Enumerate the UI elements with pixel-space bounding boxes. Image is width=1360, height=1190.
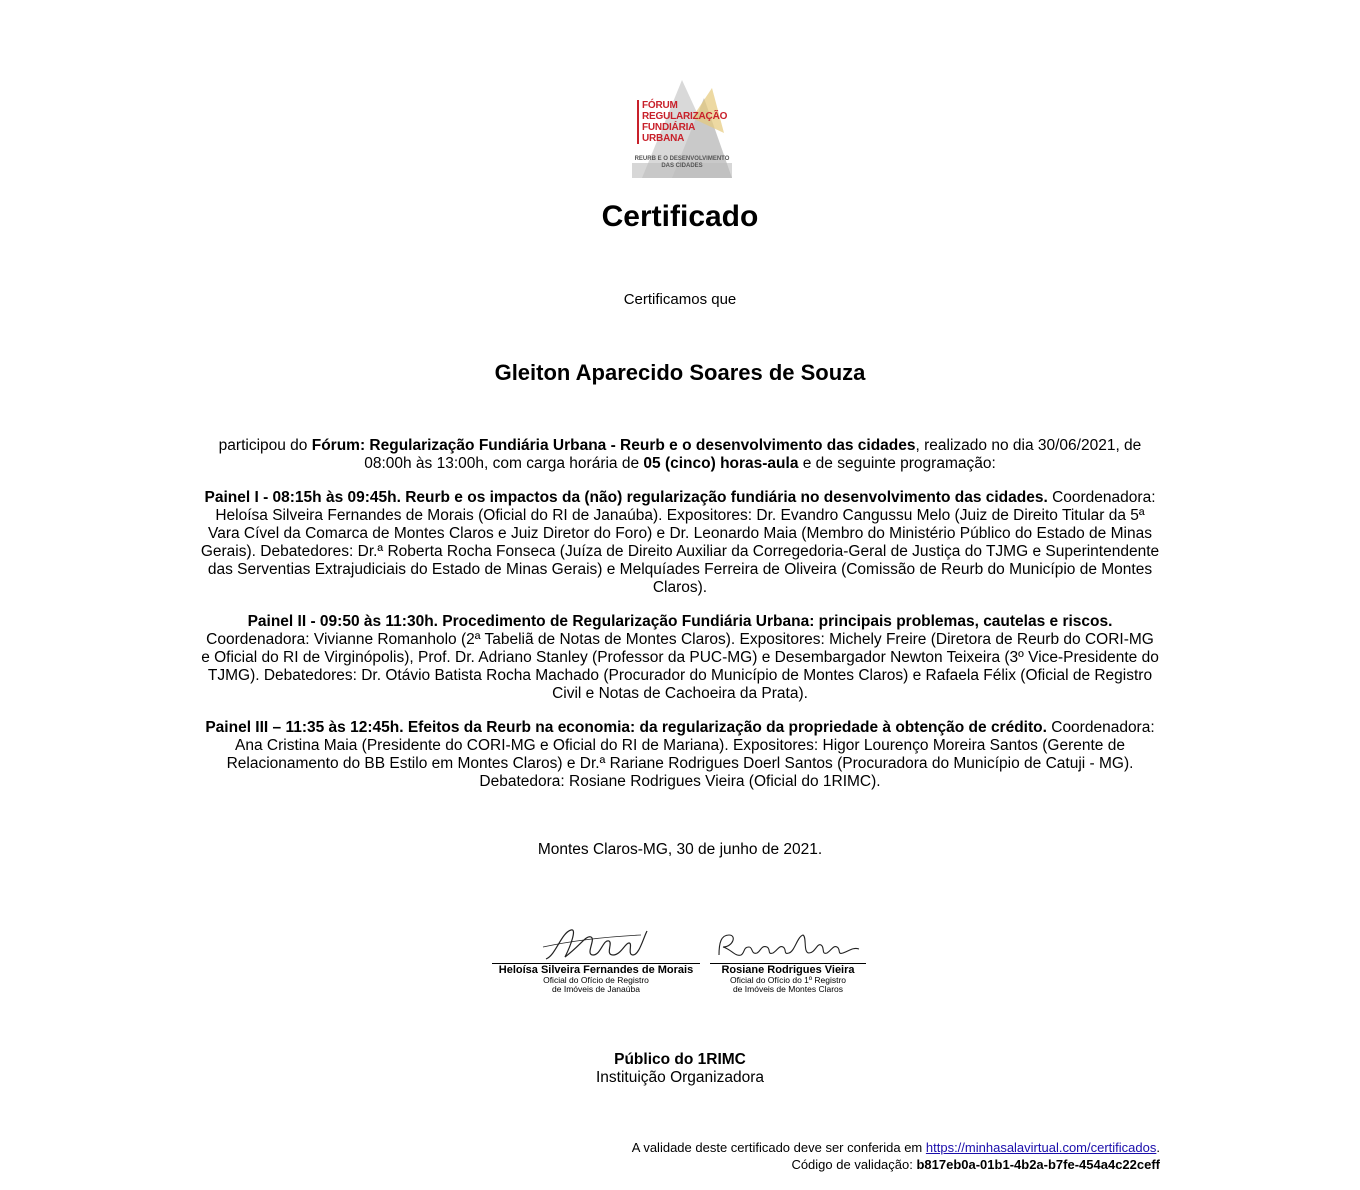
place-date: Montes Claros-MG, 30 de junho de 2021. (537, 841, 823, 858)
panel-heading: Painel I - 08:15h às 09:45h. Reurb e os impactos da (não) regularização fundiária no desenvolvimento das cidades. (204, 489, 1048, 506)
signer-role: de Imóveis de Montes Claros (732, 984, 844, 994)
logo-line: URBANA (642, 133, 685, 144)
workload: 05 (cinco) horas-aula (643, 455, 799, 472)
panel-paragraph (200, 489, 1160, 597)
validation-code: b817eb0a-01b1-4b2a-b7fe-454a4c22ceff (916, 1157, 1160, 1172)
panel-paragraph (200, 719, 1160, 791)
signer-role: Oficial do Ofício do 1º Registro (729, 975, 847, 985)
handwritten-signature-icon (541, 925, 651, 963)
validation-code-line: Código de validação: b817eb0a-01b1-4b2a-b7fe-454a4c22ceff (791, 1157, 1160, 1172)
forum-logo (632, 78, 732, 178)
intro-text: Certificamos que (623, 291, 737, 308)
panel-heading: Painel III – 11:35 às 12:45h. Efeitos da Reurb na economia: da regularização da propriedade à obtenção de crédito. (205, 719, 1047, 736)
certificate-title: Certificado (601, 200, 759, 233)
signature-block (492, 925, 700, 994)
certificates-link[interactable]: https://minhasalavirtual.com/certificados (925, 1140, 1157, 1155)
event-name: Fórum: Regularização Fundiária Urbana - Reurb e o desenvolvimento das cidades (311, 437, 916, 454)
panel-body: Coordenadora: Vivianne Romanholo (2ª Tabeliã de Notas de Montes Claros). Expositores: Michely Freire (Diretora de Reurb do CORI-MG e Oficial do RI de Virginópolis), Prof. Dr. Adriano Stanley (Professor da PUC-MG) e Desembargador Newton Teixeira (3º Vice-Presidente do TJMG). Debatedores: Dr. Otávio Batista Rocha Machado (Procurador do Município de Montes Claros) e Rafaela Félix (Oficial de Registro Civil e Notas de Cachoeira da Prata). (201, 631, 1159, 702)
handwritten-signature-icon (713, 925, 863, 963)
logo-line: REGULARIZAÇÃO (642, 111, 728, 122)
recipient-name: Gleiton Aparecido Soares de Souza (494, 360, 866, 385)
panel-heading: Painel II - 09:50 às 11:30h. Procedimento de Regularização Fundiária Urbana: principais problemas, cautelas e riscos. (247, 613, 1113, 630)
signer-name: Rosiane Rodrigues Vieira (721, 964, 855, 976)
logo-line: FÓRUM (642, 100, 678, 111)
panel-body: Coordenadora: Heloísa Silveira Fernandes de Morais (Oficial do RI de Janaúba). Expositores: Dr. Evandro Cangussu Melo (Juiz de Direito Titular da 5ª Vara Cível da Comarca de Montes Claros e Juiz Diretor do Foro) e Dr. Leonardo Maia (Membro do Ministério Público do Estado de Minas Gerais). Debatedores: Dr.ª Roberta Rocha Fonseca (Juíza de Direito Auxiliar da Corregedoria-Geral de Justiça do TJMG e Superintendente das Serventias Extrajudiciais do Estado de Minas Gerais) e Melquíades Ferreira de Oliveira (Comissão de Reurb do Município de Montes Claros). (200, 489, 1160, 596)
signature-block (710, 925, 866, 994)
signer-role: Oficial do Ofício de Registro (543, 975, 649, 985)
validity-note (632, 1139, 1160, 1173)
validity-line: A validade deste certificado deve ser conferida em https://minhasalavirtual.com/certificados. (631, 1140, 1160, 1155)
panel-body: Coordenadora: Ana Cristina Maia (Presidente do CORI-MG e Oficial do RI de Mariana). Expositores: Higor Lourenço Moreira Santos (Gerente de Relacionamento do BB Estilo em Montes Claros) e Dr.ª Rariane Rodrigues Doerl Santos (Procuradora do Município de Catuji - MG). Debatedora: Rosiane Rodrigues Vieira (Oficial do 1RIMC). (226, 719, 1155, 790)
logo-subtitle: REURB E O DESENVOLVIMENTO DAS CIDADES (634, 156, 730, 169)
logo-line: FUNDIÁRIA (642, 122, 696, 133)
signer-role: de Imóveis de Janaúba (552, 984, 640, 994)
signer-name: Heloísa Silveira Fernandes de Morais (498, 964, 694, 976)
panel-paragraph (200, 613, 1160, 703)
logo-text (637, 100, 727, 144)
organizer-role: Instituição Organizadora (595, 1069, 764, 1086)
participation-paragraph: participou do Fórum: Regularização Fundiária Urbana - Reurb e o desenvolvimento das cidades, realizado no dia 30/06/2021, de 08:00h às 13:00h, com carga horária de 05 (cinco) horas-aula e de seguinte programação: (218, 437, 1142, 472)
organizer-name: Público do 1RIMC (614, 1051, 746, 1068)
